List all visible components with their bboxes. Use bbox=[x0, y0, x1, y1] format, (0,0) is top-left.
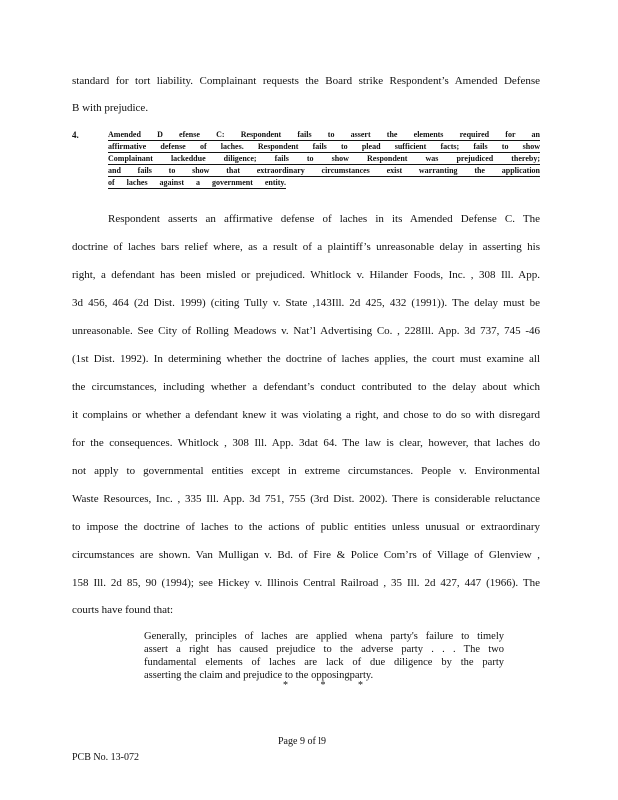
body-line-8: it complains or whether a defendant knew it was violating a right, and chose to do so with disregard bbox=[72, 409, 540, 421]
heading-line-3: Complainant lackeddue diligence; fails to show Respondent was prejudiced thereby; bbox=[108, 154, 540, 163]
body-line-2: doctrine of laches bars relief where, as a result of a plaintiff’s unreasonable delay in asserting his bbox=[72, 241, 540, 253]
body-line-6: (1st Dist. 1992). In determining whether the doctrine of laches applies, the court must examine all bbox=[72, 353, 540, 365]
body-line-11: Waste Resources, Inc. , 335 Ill. App. 3d 751, 755 (3rd Dist. 2002). There is considerable reluctance bbox=[72, 493, 540, 505]
page-number: Page 9 of l9 bbox=[278, 736, 327, 747]
quote-line-2: assert a right has caused prejudice to the adverse party . . . The two bbox=[144, 644, 504, 655]
star-1: * bbox=[283, 680, 288, 691]
heading-line-4: and fails to show that extraordinary circumstances exist warranting the application bbox=[108, 166, 540, 175]
body-top-line-1: standard for tort liability. Complainant requests the Board strike Respondent’s Amended Defense bbox=[72, 75, 540, 87]
star-3: * bbox=[358, 680, 363, 691]
body-line-4: 3d 456, 464 (2d Dist. 1999) (citing Tully v. State ,143Ill. 2d 425, 432 (1991)). The delay must be bbox=[72, 297, 540, 309]
body-line-7: the circumstances, including whether a defendant’s conduct contributed to the delay about which bbox=[72, 381, 540, 393]
body-line-5: unreasonable. See City of Rolling Meadows v. Nat’l Advertising Co. , 228Ill. App. 3d 737, 745 -46 bbox=[72, 325, 540, 337]
quote-line-3: fundamental elements of laches are lack of due diligence by the party bbox=[144, 657, 504, 668]
heading-line-2: affirmative defense of laches. Respondent fails to plead sufficient facts; fails to show bbox=[108, 142, 540, 151]
body-line-15: courts have found that: bbox=[72, 604, 174, 616]
quote-line-1: Generally, principles of laches are applied whena party's failure to timely bbox=[144, 631, 504, 642]
body-line-10: not apply to governmental entities except in extreme circumstances. People v. Environmental bbox=[72, 465, 540, 477]
body-top-line-2: B with prejudice. bbox=[72, 102, 149, 114]
body-line-9: for the consequences. Whitlock , 308 Ill. App. 3dat 64. The law is clear, however, that laches do bbox=[72, 437, 540, 449]
star-2: * bbox=[320, 680, 326, 691]
body-line-12: to impose the doctrine of laches to the actions of public entities unless unusual or extraordinary bbox=[72, 521, 540, 533]
omission-stars bbox=[283, 680, 363, 691]
quote-line-4: asserting the claim and prejudice to the opposingparty. bbox=[144, 670, 374, 681]
body-line-3: right, a defendant has been misled or prejudiced. Whitlock v. Hilander Foods, Inc. , 308 Ill. App. bbox=[72, 269, 540, 281]
heading-line-5: of laches against a government entity. bbox=[108, 178, 286, 187]
heading-number: 4. bbox=[72, 130, 79, 140]
docket-number: PCB No. 13-072 bbox=[72, 752, 139, 763]
body-line-13: circumstances are shown. Van Mulligan v. Bd. of Fire & Police Com’rs of Village of Glenview , bbox=[72, 549, 540, 561]
body-line-1: Respondent asserts an affirmative defense of laches in its Amended Defense C. The bbox=[108, 213, 540, 225]
body-line-14: 158 Ill. 2d 85, 90 (1994); see Hickey v. Illinois Central Railroad , 35 Ill. 2d 427, 447 (1966). The bbox=[72, 577, 540, 589]
heading-line-1: Amended D efense C: Respondent fails to assert the elements required for an bbox=[108, 130, 540, 139]
